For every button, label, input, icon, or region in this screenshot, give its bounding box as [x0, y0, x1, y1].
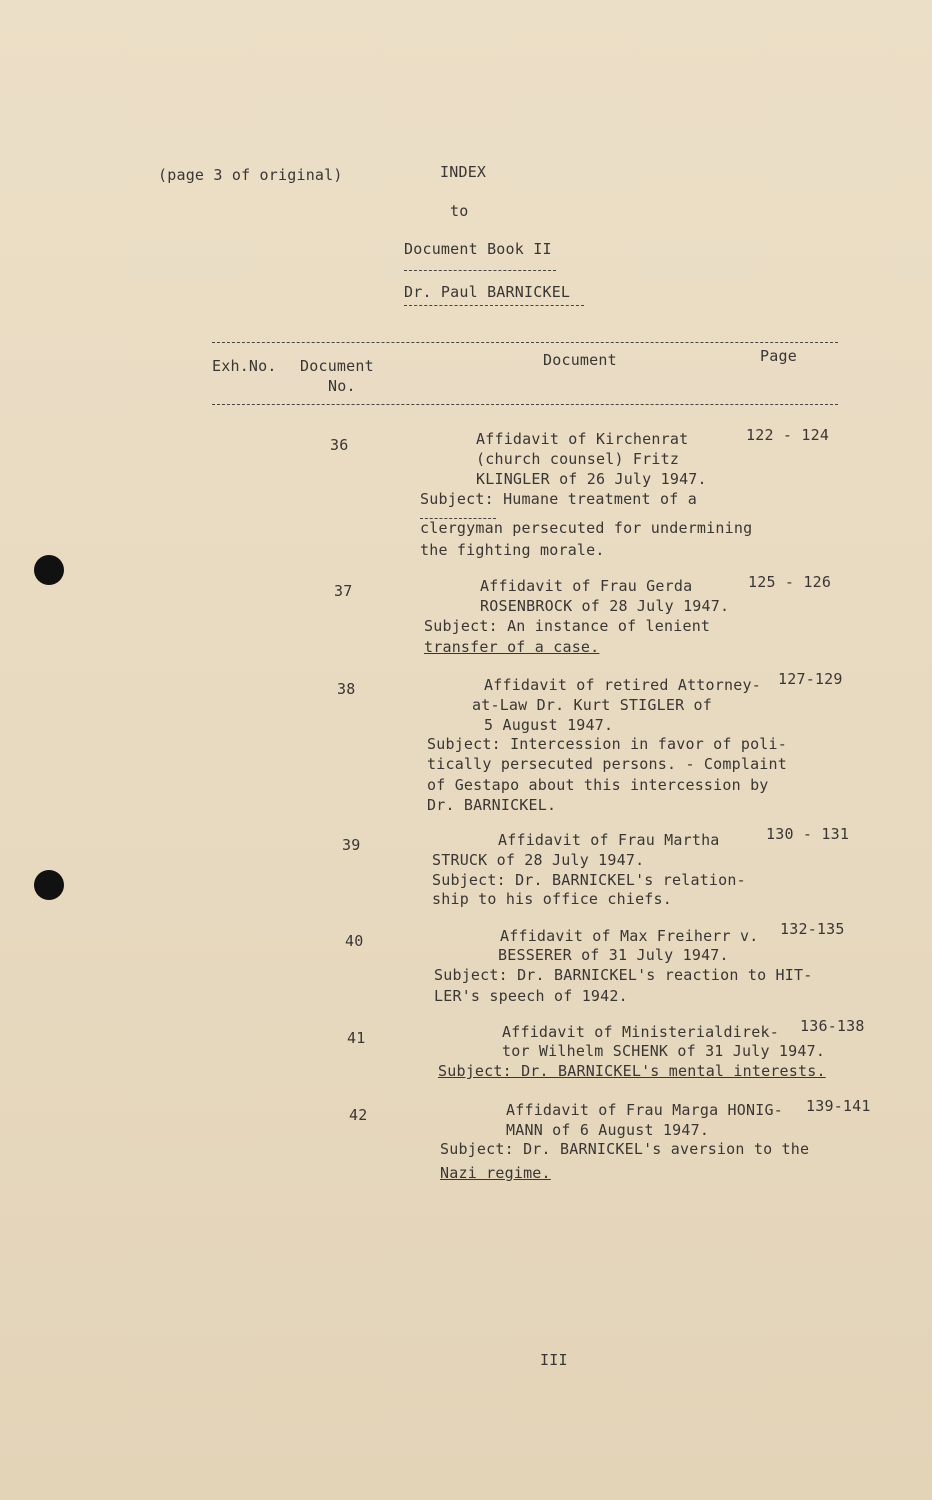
- defendant-name: Dr. Paul BARNICKEL: [404, 283, 571, 301]
- book-title-rule: [404, 270, 556, 271]
- page-range: 125 - 126: [748, 573, 832, 591]
- table-header-rule: [212, 404, 838, 405]
- entry-subject: Subject: An instance of lenient: [424, 617, 711, 635]
- col-page: Page: [760, 347, 797, 365]
- entry-subject: Subject: Dr. BARNICKEL's mental interests.: [438, 1062, 826, 1080]
- entry-line: Nazi regime.: [440, 1164, 551, 1182]
- defendant-rule: [404, 305, 584, 306]
- page-range: 136-138: [800, 1017, 865, 1035]
- book-title: Document Book II: [404, 240, 552, 258]
- index-title: INDEX: [440, 163, 487, 181]
- entry-line: Affidavit of Ministerialdirek-: [502, 1023, 779, 1041]
- table-top-rule: [212, 342, 838, 343]
- entry-line: tor Wilhelm SCHENK of 31 July 1947.: [502, 1042, 826, 1060]
- exhibit-number: 40: [345, 932, 364, 950]
- entry-subject: Subject: Dr. BARNICKEL's relation-: [432, 871, 746, 889]
- entry-line: at-Law Dr. Kurt STIGLER of: [472, 696, 712, 714]
- col-doc-no-2: No.: [328, 377, 356, 395]
- entry-line: Affidavit of Max Freiherr v.: [500, 927, 759, 945]
- entry-line: ship to his office chiefs.: [432, 890, 672, 908]
- entry-line: Dr. BARNICKEL.: [427, 796, 557, 814]
- entry-line: of Gestapo about this intercession by: [427, 776, 769, 794]
- col-exh-no: Exh.No.: [212, 357, 277, 375]
- entry-line: Affidavit of retired Attorney-: [484, 676, 761, 694]
- punch-hole-bottom: [34, 870, 64, 900]
- entry-line: MANN of 6 August 1947.: [506, 1121, 710, 1139]
- entry-subject: Subject: Intercession in favor of poli-: [427, 735, 787, 753]
- entry-line: transfer of a case.: [424, 638, 600, 656]
- entry-line: 5 August 1947.: [484, 716, 614, 734]
- exhibit-number: 42: [349, 1106, 368, 1124]
- entry-line: tically persecuted persons. - Complaint: [427, 755, 787, 773]
- entry-line: ROSENBROCK of 28 July 1947.: [480, 597, 730, 615]
- col-doc-no-1: Document: [300, 357, 374, 375]
- entry-line: (church counsel) Fritz: [476, 450, 680, 468]
- page-range: 132-135: [780, 920, 845, 938]
- entry-line: Affidavit of Frau Marga HONIG-: [506, 1101, 783, 1119]
- entry-line: Affidavit of Frau Gerda: [480, 577, 693, 595]
- entry-subject: Subject: Dr. BARNICKEL's aversion to the: [440, 1140, 810, 1158]
- entry-subject: Subject: Dr. BARNICKEL's reaction to HIT-: [434, 966, 813, 984]
- page-range: 139-141: [806, 1097, 871, 1115]
- entry-line: Affidavit of Frau Martha: [498, 831, 720, 849]
- page-reference: (page 3 of original): [158, 166, 343, 184]
- exhibit-number: 36: [330, 436, 349, 454]
- index-to: to: [450, 202, 469, 220]
- page-range: 130 - 131: [766, 825, 850, 843]
- entry-subject: Subject: Humane treatment of a: [420, 490, 697, 508]
- page-number: III: [540, 1351, 568, 1369]
- entry-line: STRUCK of 28 July 1947.: [432, 851, 645, 869]
- col-document: Document: [543, 351, 617, 369]
- entry-line: LER's speech of 1942.: [434, 987, 628, 1005]
- entry-line: BESSERER of 31 July 1947.: [498, 946, 729, 964]
- page-range: 122 - 124: [746, 426, 830, 444]
- entry-line: the fighting morale.: [420, 541, 605, 559]
- exhibit-number: 37: [334, 582, 353, 600]
- page-range: 127-129: [778, 670, 843, 688]
- punch-hole-top: [34, 555, 64, 585]
- entry-line: Affidavit of Kirchenrat: [476, 430, 689, 448]
- exhibit-number: 38: [337, 680, 356, 698]
- exhibit-number: 41: [347, 1029, 366, 1047]
- entry-line: KLINGLER of 26 July 1947.: [476, 470, 707, 488]
- exhibit-number: 39: [342, 836, 361, 854]
- entry-line: clergyman persecuted for undermining: [420, 519, 753, 537]
